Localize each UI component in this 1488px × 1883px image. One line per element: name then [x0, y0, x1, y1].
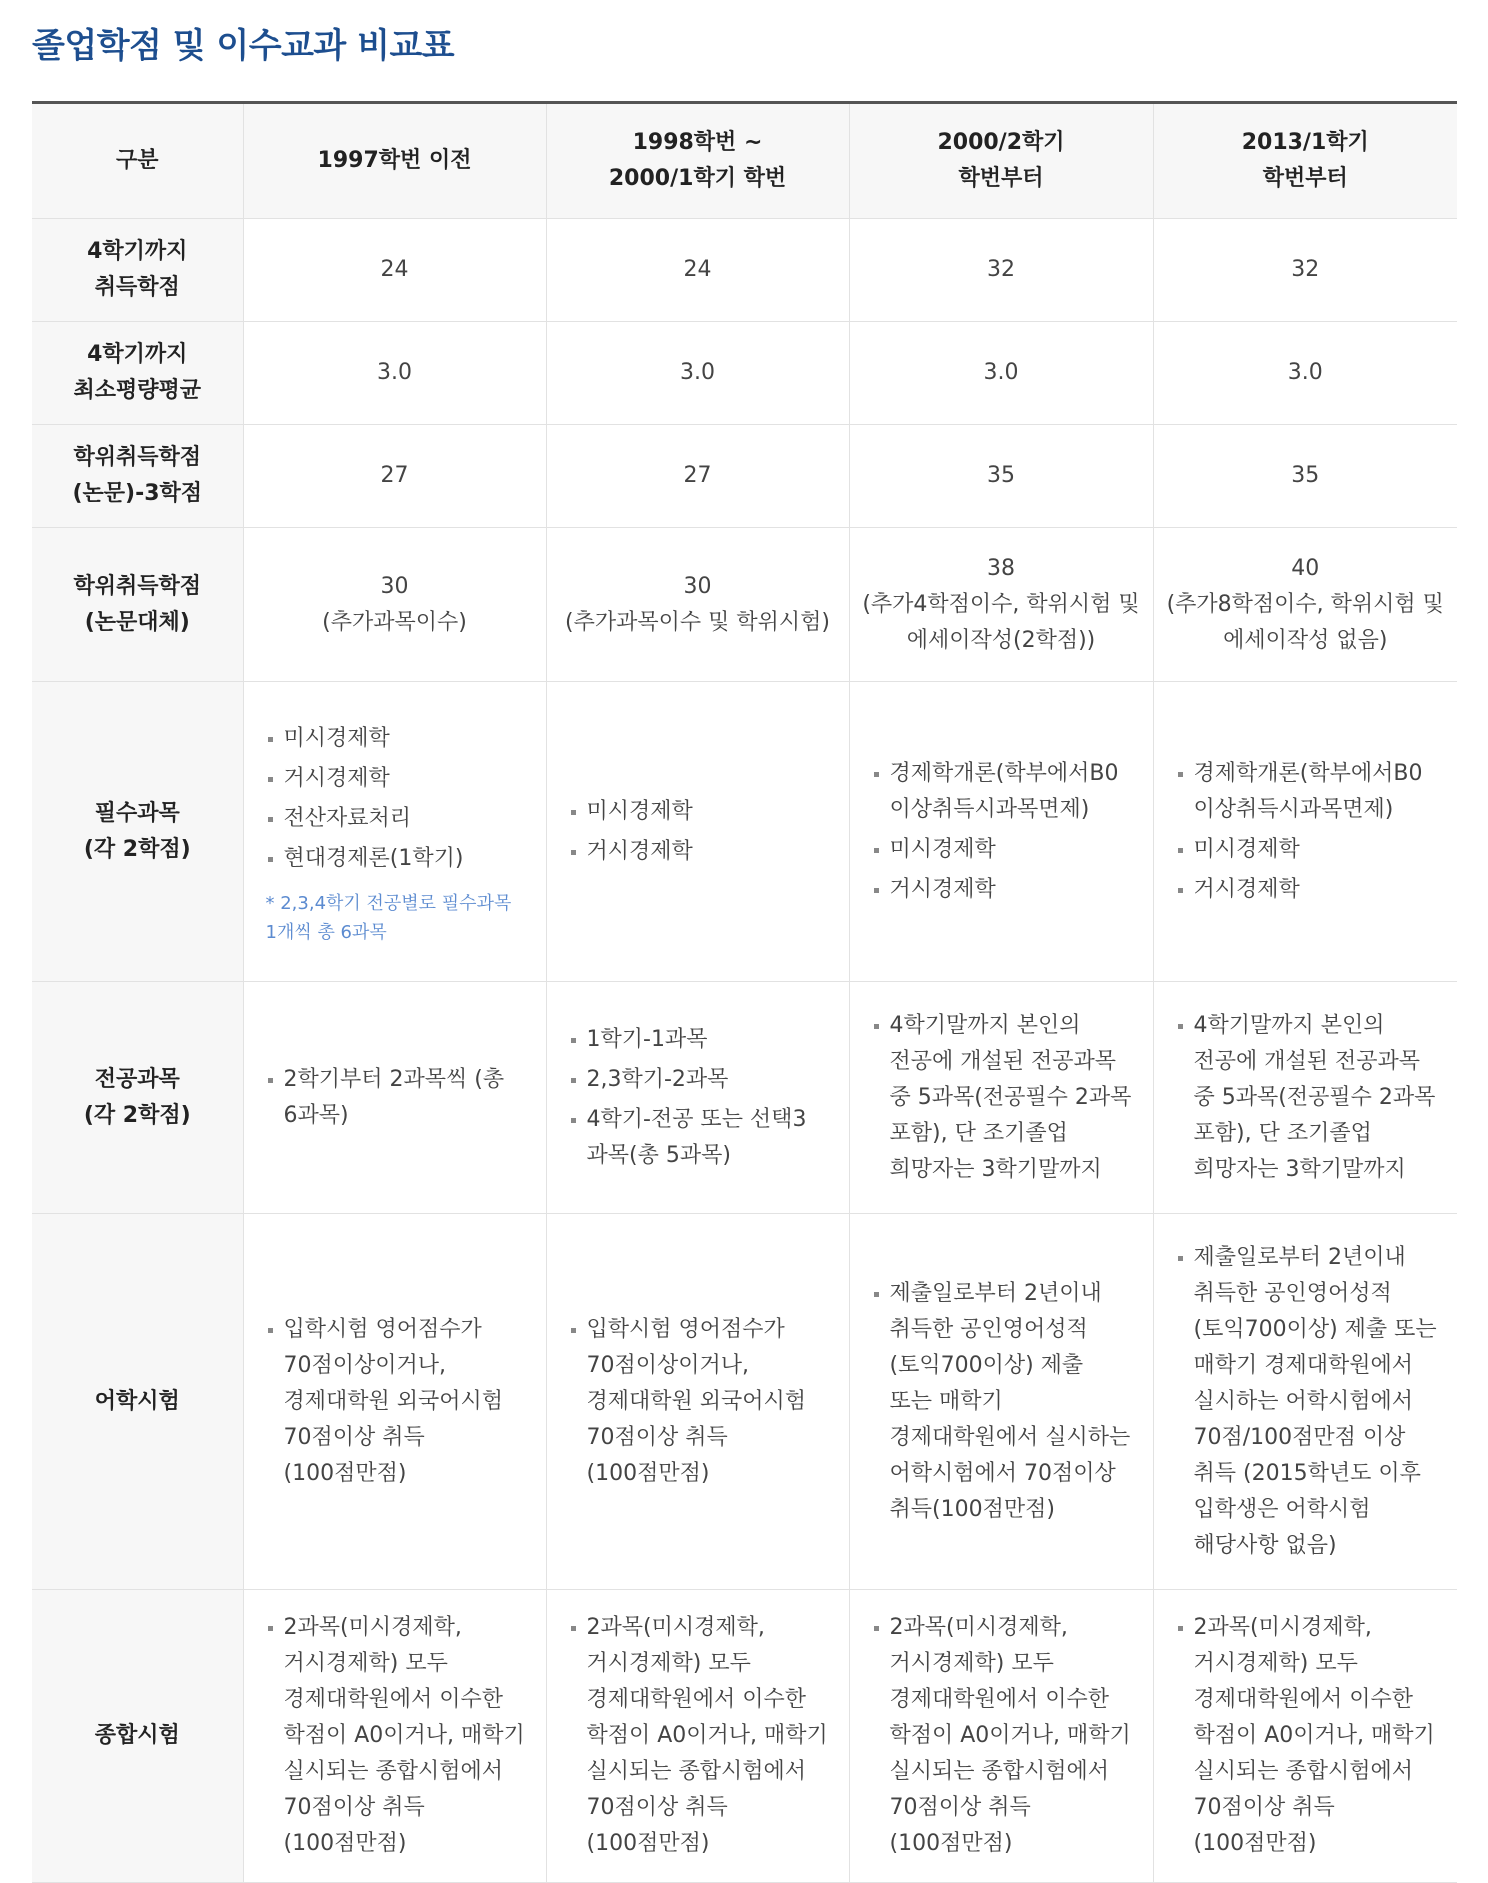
- table-header-row: [32, 103, 1457, 219]
- bullet-list: [1176, 1008, 1438, 1188]
- list-item: 2학기부터 2과목씩 (총 6과목): [266, 1062, 526, 1134]
- header-1998-to-2000-1: 1998학번 ~ 2000/1학기 학번: [546, 103, 849, 219]
- list-item: 2과목(미시경제학,거시경제학) 모두 경제대학원에서 이수한 학점이 A0이거나, 매학기 실시되는 종합시험에서 70점이상 취득(100점만점): [872, 1610, 1133, 1862]
- row-label: 전공과목 (각 2학점): [32, 982, 243, 1214]
- list-item: 거시경제학: [872, 872, 1133, 908]
- bullet-list: [569, 1022, 829, 1174]
- table-cell: 40 (추가8학점이수, 학위시험 및 에세이작성 없음): [1153, 528, 1457, 682]
- table-cell: 30 (추가과목이수 및 학위시험): [546, 528, 849, 682]
- table-cell: 3.0: [849, 322, 1153, 425]
- bullet-list: [569, 1312, 829, 1492]
- list-item: 제출일로부터 2년이내 취득한 공인영어성적(토익700이상) 제출 또는 매학기 경제대학원에서 실시하는 어학시험에서 70점이상 취득(100점만점): [872, 1276, 1133, 1528]
- list-item: 거시경제학: [266, 761, 526, 797]
- list-item: 입학시험 영어점수가 70점이상이거나,경제대학원 외국어시험 70점이상 취득(100점만점): [569, 1312, 829, 1492]
- list-item: 전산자료처리: [266, 801, 526, 837]
- row-label: 종합시험: [32, 1590, 243, 1883]
- table-row: [32, 1590, 1457, 1883]
- header-from-2013-1: 2013/1학기 학번부터: [1153, 103, 1457, 219]
- list-item: 4학기말까지 본인의 전공에 개설된 전공과목 중 5과목(전공필수 2과목 포함), 단 조기졸업 희망자는 3학기말까지: [1176, 1008, 1438, 1188]
- row-label: 학위취득학점 (논문)-3학점: [32, 425, 243, 528]
- table-cell: 38 (추가4학점이수, 학위시험 및 에세이작성(2학점)): [849, 528, 1153, 682]
- list-item: 미시경제학: [569, 794, 829, 830]
- bullet-list: [569, 794, 829, 870]
- list-item: 입학시험 영어점수가 70점이상이거나,경제대학원 외국어시험 70점이상 취득(100점만점): [266, 1312, 526, 1492]
- table-cell: [243, 1214, 546, 1590]
- bullet-list: [266, 721, 526, 877]
- list-item: 4학기말까지 본인의 전공에 개설된 전공과목 중 5과목(전공필수 2과목 포함), 단 조기졸업 희망자는 3학기말까지: [872, 1008, 1133, 1188]
- table-cell: [849, 682, 1153, 982]
- bullet-list: [1176, 1240, 1438, 1564]
- table-row: [32, 682, 1457, 982]
- list-item: 현대경제론(1학기): [266, 841, 526, 877]
- table-cell: [849, 1590, 1153, 1883]
- row-label: 4학기까지 취득학점: [32, 219, 243, 322]
- header-before-1997: 1997학번 이전: [243, 103, 546, 219]
- bullet-list: [872, 1276, 1133, 1528]
- list-item: 2과목(미시경제학,거시경제학) 모두 경제대학원에서 이수한 학점이 A0이거나, 매학기 실시되는 종합시험에서 70점이상 취득(100점만점): [1176, 1610, 1438, 1862]
- bullet-list: [872, 1008, 1133, 1188]
- table-cell: [243, 682, 546, 982]
- table-cell: [546, 682, 849, 982]
- table-cell: 24: [546, 219, 849, 322]
- header-category: 구분: [32, 103, 243, 219]
- row-label: 어학시험: [32, 1214, 243, 1590]
- table-cell: 24: [243, 219, 546, 322]
- table-cell: 3.0: [243, 322, 546, 425]
- table-cell: [546, 1214, 849, 1590]
- table-cell: 35: [1153, 425, 1457, 528]
- table-row: [32, 528, 1457, 682]
- table-row: [32, 982, 1457, 1214]
- table-row: [32, 1214, 1457, 1590]
- bullet-list: [1176, 1610, 1438, 1862]
- table-cell: 27: [243, 425, 546, 528]
- table-row: [32, 322, 1457, 425]
- table-cell: [1153, 982, 1457, 1214]
- table-row: [32, 425, 1457, 528]
- bullet-list: [266, 1062, 526, 1134]
- table-cell: [849, 982, 1153, 1214]
- bullet-list: [569, 1610, 829, 1862]
- row-label: 필수과목 (각 2학점): [32, 682, 243, 982]
- footnote: * 2,3,4학기 전공별로 필수과목 1개씩 총 6과목: [265, 892, 512, 943]
- list-item: 4학기-전공 또는 선택3 과목(총 5과목): [569, 1102, 829, 1174]
- table-cell: 3.0: [546, 322, 849, 425]
- page-title: 졸업학점 및 이수교과 비교표: [32, 26, 455, 66]
- table-cell: [1153, 1214, 1457, 1590]
- list-item: 1학기-1과목: [569, 1022, 829, 1058]
- table-cell: [546, 1590, 849, 1883]
- row-label: 학위취득학점 (논문대체): [32, 528, 243, 682]
- comparison-table: [32, 101, 1457, 1883]
- list-item: 2과목(미시경제학,거시경제학) 모두 경제대학원에서 이수한 학점이 A0이거나, 매학기 실시되는 종합시험에서 70점이상 취득(100점만점): [266, 1610, 526, 1862]
- table-cell: [546, 982, 849, 1214]
- list-item: 미시경제학: [1176, 832, 1438, 868]
- bullet-list: [872, 1610, 1133, 1862]
- table-cell: 35: [849, 425, 1153, 528]
- list-item: 거시경제학: [1176, 872, 1438, 908]
- bullet-list: [872, 756, 1133, 908]
- bullet-list: [266, 1312, 526, 1492]
- list-item: 2과목(미시경제학,거시경제학) 모두 경제대학원에서 이수한 학점이 A0이거나, 매학기 실시되는 종합시험에서 70점이상 취득(100점만점): [569, 1610, 829, 1862]
- list-item: 미시경제학: [872, 832, 1133, 868]
- table-row: [32, 219, 1457, 322]
- list-item: 2,3학기-2과목: [569, 1062, 829, 1098]
- list-item: 제출일로부터 2년이내 취득한 공인영어성적(토익700이상) 제출 또는 매학기 경제대학원에서 실시하는 어학시험에서 70점/100점만점 이상 취득 (2015학년도 이후 입학생은 어학시험 해당사항 없음): [1176, 1240, 1438, 1564]
- bullet-list: [1176, 756, 1438, 908]
- table-cell: [243, 1590, 546, 1883]
- table-cell: [1153, 1590, 1457, 1883]
- table-cell: 32: [849, 219, 1153, 322]
- list-item: 경제학개론(학부에서B0 이상취득시과목면제): [872, 756, 1133, 828]
- header-from-2000-2: 2000/2학기 학번부터: [849, 103, 1153, 219]
- table-cell: 3.0: [1153, 322, 1457, 425]
- row-label: 4학기까지 최소평량평균: [32, 322, 243, 425]
- table-cell: 27: [546, 425, 849, 528]
- table-cell: [849, 1214, 1153, 1590]
- list-item: 경제학개론(학부에서B0 이상취득시과목면제): [1176, 756, 1438, 828]
- table-cell: [1153, 682, 1457, 982]
- bullet-list: [266, 1610, 526, 1862]
- table-cell: 30 (추가과목이수): [243, 528, 546, 682]
- list-item: 미시경제학: [266, 721, 526, 757]
- list-item: 거시경제학: [569, 834, 829, 870]
- table-cell: [243, 982, 546, 1214]
- table-cell: 32: [1153, 219, 1457, 322]
